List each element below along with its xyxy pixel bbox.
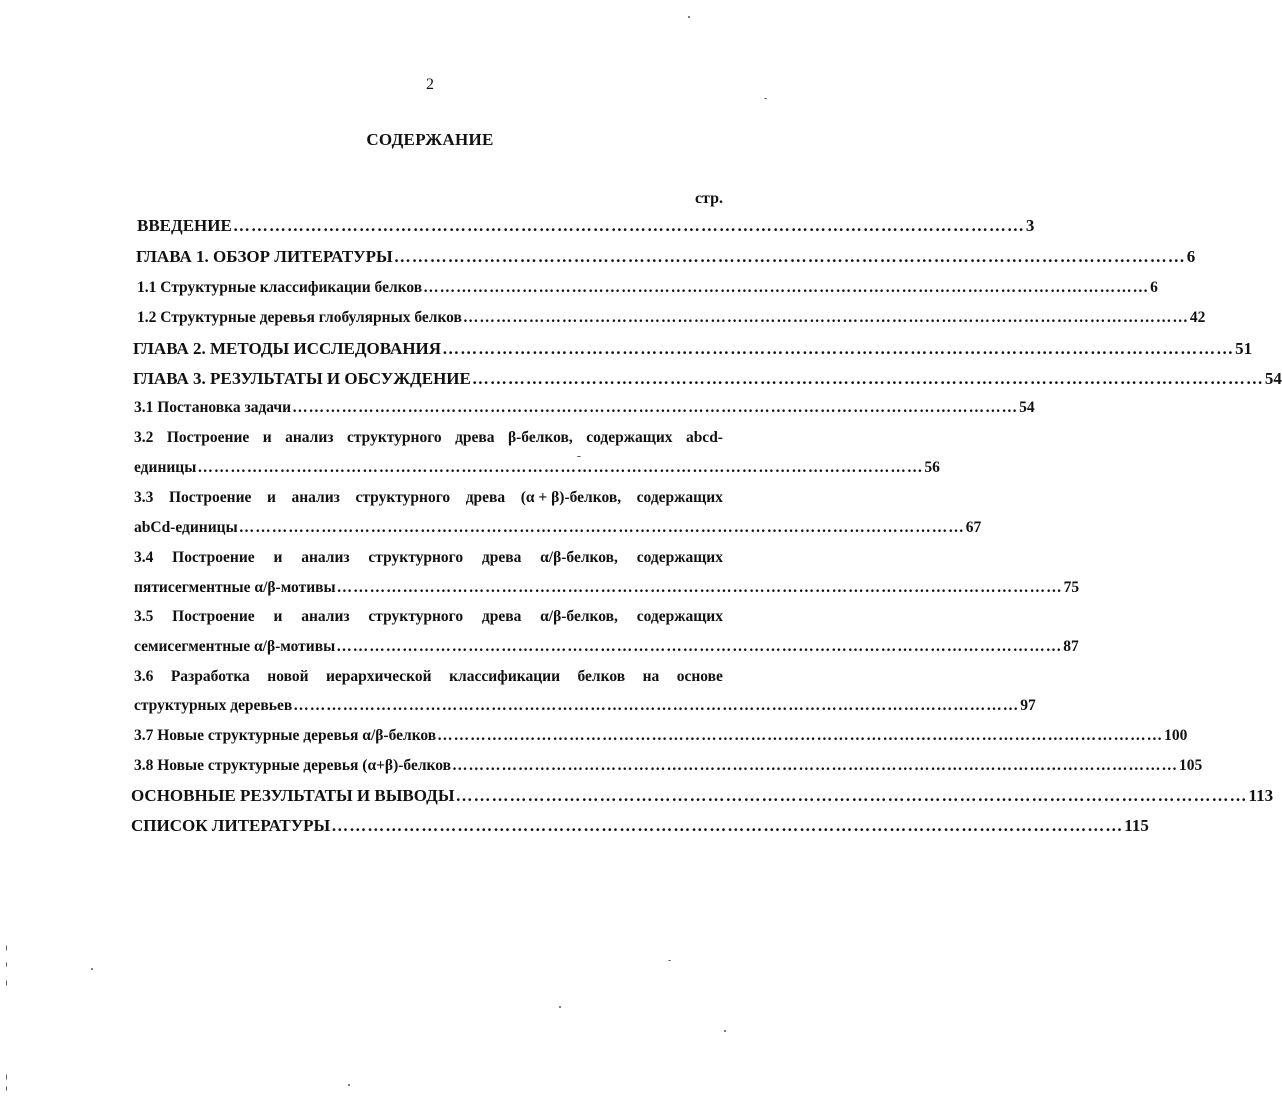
- page-number: 2: [426, 76, 434, 93]
- page-ref: 97: [1020, 697, 1036, 714]
- dot-leader: ……………………………………………………………………………………………………………………: [423, 279, 1150, 296]
- scan-speck: [668, 960, 671, 961]
- toc-entry-section-1-2: 1.2 Структурные деревья глобулярных белков …………………………………………………………………………………………………………………… 42: [137, 309, 1206, 326]
- toc-entry-section-3-5-line-2: семисегментные α/β-мотивы …………………………………………………………………………………………………………………… 87: [134, 638, 1079, 655]
- dot-leader: ……………………………………………………………………………………………………………………: [336, 638, 1063, 655]
- toc-entry-section-3-8: 3.8 Новые структурные деревья (α+β)-белков …………………………………………………………………………………………………………………… 105: [134, 757, 1203, 774]
- scan-speck: [688, 16, 690, 18]
- scan-speck: [764, 98, 767, 99]
- toc-entry-section-3-2-line-1: 3.2 Построение и анализ структурного древа β-белков, содержащих abcd-: [134, 429, 723, 446]
- dot-leader: ……………………………………………………………………………………………………………………: [331, 816, 1124, 835]
- scan-speck: [577, 456, 581, 457]
- page-ref: 67: [965, 519, 982, 536]
- toc-entry-section-3-4-line-1: 3.4 Построение и анализ структурного древа α/β-белков, содержащих: [134, 549, 723, 566]
- scan-speck: [6, 1086, 7, 1091]
- toc-entry-section-3-6-line-1: 3.6 Разработка новой иерархической классификации белков на основе: [134, 668, 723, 685]
- dot-leader: ……………………………………………………………………………………………………………………: [462, 309, 1189, 326]
- dot-leader: ……………………………………………………………………………………………………………………: [238, 519, 965, 536]
- toc-entry-chapter-2: ГЛАВА 2. МЕТОДЫ ИССЛЕДОВАНИЯ …………………………………………………………………………………………………………………… 51: [133, 339, 1253, 358]
- toc-entry-section-3-7: 3.7 Новые структурные деревья α/β-белков …………………………………………………………………………………………………………………… 100: [134, 727, 1188, 744]
- toc-entry-introduction: ВВЕДЕНИЕ …………………………………………………………………………………………………………………… 3: [137, 216, 1035, 235]
- page-ref: 3: [1025, 216, 1035, 235]
- page-ref: 100: [1164, 727, 1188, 744]
- page-ref: 56: [924, 459, 940, 476]
- page-ref: 105: [1179, 757, 1203, 774]
- scan-speck: [91, 968, 93, 970]
- page-ref: 115: [1124, 816, 1149, 835]
- toc-entry-section-1-1: 1.1 Структурные классификации белков …………………………………………………………………………………………………………………… 6: [137, 279, 1158, 296]
- toc-entry-section-3-5-line-1: 3.5 Построение и анализ структурного древа α/β-белков, содержащих: [134, 608, 723, 625]
- toc-entry-results: ОСНОВНЫЕ РЕЗУЛЬТАТЫ И ВЫВОДЫ …………………………………………………………………………………………………………………… 113: [131, 786, 1274, 805]
- dot-leader: ……………………………………………………………………………………………………………………: [471, 369, 1264, 388]
- dot-leader: ……………………………………………………………………………………………………………………: [232, 216, 1025, 235]
- dot-leader: ……………………………………………………………………………………………………………………: [293, 697, 1020, 714]
- scan-speck: [6, 1074, 7, 1080]
- toc-entry-section-3-3-line-1: 3.3 Построение и анализ структурного древа (α + β)-белков, содержащих: [134, 489, 723, 506]
- page-ref: 75: [1063, 579, 1080, 596]
- toc-entry-section-3-6-line-2: структурных деревьев …………………………………………………………………………………………………………………… 97: [134, 697, 1036, 714]
- toc-entry-chapter-1: ГЛАВА 1. ОБЗОР ЛИТЕРАТУРЫ …………………………………………………………………………………………………………………… 6: [136, 247, 1196, 266]
- page-ref: 54: [1019, 399, 1035, 416]
- scan-speck: [724, 1030, 726, 1032]
- dot-leader: ……………………………………………………………………………………………………………………: [455, 786, 1248, 805]
- page-title: СОДЕРЖАНИЕ: [366, 130, 494, 149]
- toc-entry-section-3-1: 3.1 Постановка задачи …………………………………………………………………………………………………………………… 54: [134, 399, 1035, 416]
- scan-speck: [6, 945, 7, 951]
- scan-speck: [6, 962, 7, 967]
- pages-column-label: стр.: [694, 190, 723, 207]
- toc-entry-section-3-3-line-2: abCd-единицы …………………………………………………………………………………………………………………… 67: [134, 519, 982, 536]
- page-ref: 6: [1150, 279, 1158, 296]
- scan-speck: [559, 1006, 561, 1008]
- page-ref: 6: [1186, 247, 1196, 266]
- dot-leader: ……………………………………………………………………………………………………………………: [292, 399, 1019, 416]
- toc-entry-chapter-3: ГЛАВА 3. РЕЗУЛЬТАТЫ И ОБСУЖДЕНИЕ …………………………………………………………………………………………………………………… 54: [133, 369, 1282, 388]
- page-ref: 42: [1189, 309, 1206, 326]
- page-ref: 51: [1235, 339, 1253, 358]
- page-ref: 54: [1264, 369, 1282, 388]
- page-ref: 113: [1248, 786, 1274, 805]
- toc-entry-section-3-4-line-2: пятисегментные α/β-мотивы …………………………………………………………………………………………………………………… 75: [134, 579, 1080, 596]
- dot-leader: ……………………………………………………………………………………………………………………: [442, 339, 1235, 358]
- dot-leader: ……………………………………………………………………………………………………………………: [452, 757, 1179, 774]
- toc-entry-references: СПИСОК ЛИТЕРАТУРЫ …………………………………………………………………………………………………………………… 115: [131, 816, 1149, 835]
- dot-leader: ……………………………………………………………………………………………………………………: [336, 579, 1063, 596]
- dot-leader: ……………………………………………………………………………………………………………………: [393, 247, 1186, 266]
- page-ref: 87: [1063, 638, 1079, 655]
- scan-speck: [6, 980, 7, 986]
- toc-entry-section-3-2-line-2: единицы …………………………………………………………………………………………………………………… 56: [134, 459, 940, 476]
- scan-speck: [348, 1084, 350, 1086]
- dot-leader: ……………………………………………………………………………………………………………………: [197, 459, 924, 476]
- dot-leader: ……………………………………………………………………………………………………………………: [437, 727, 1164, 744]
